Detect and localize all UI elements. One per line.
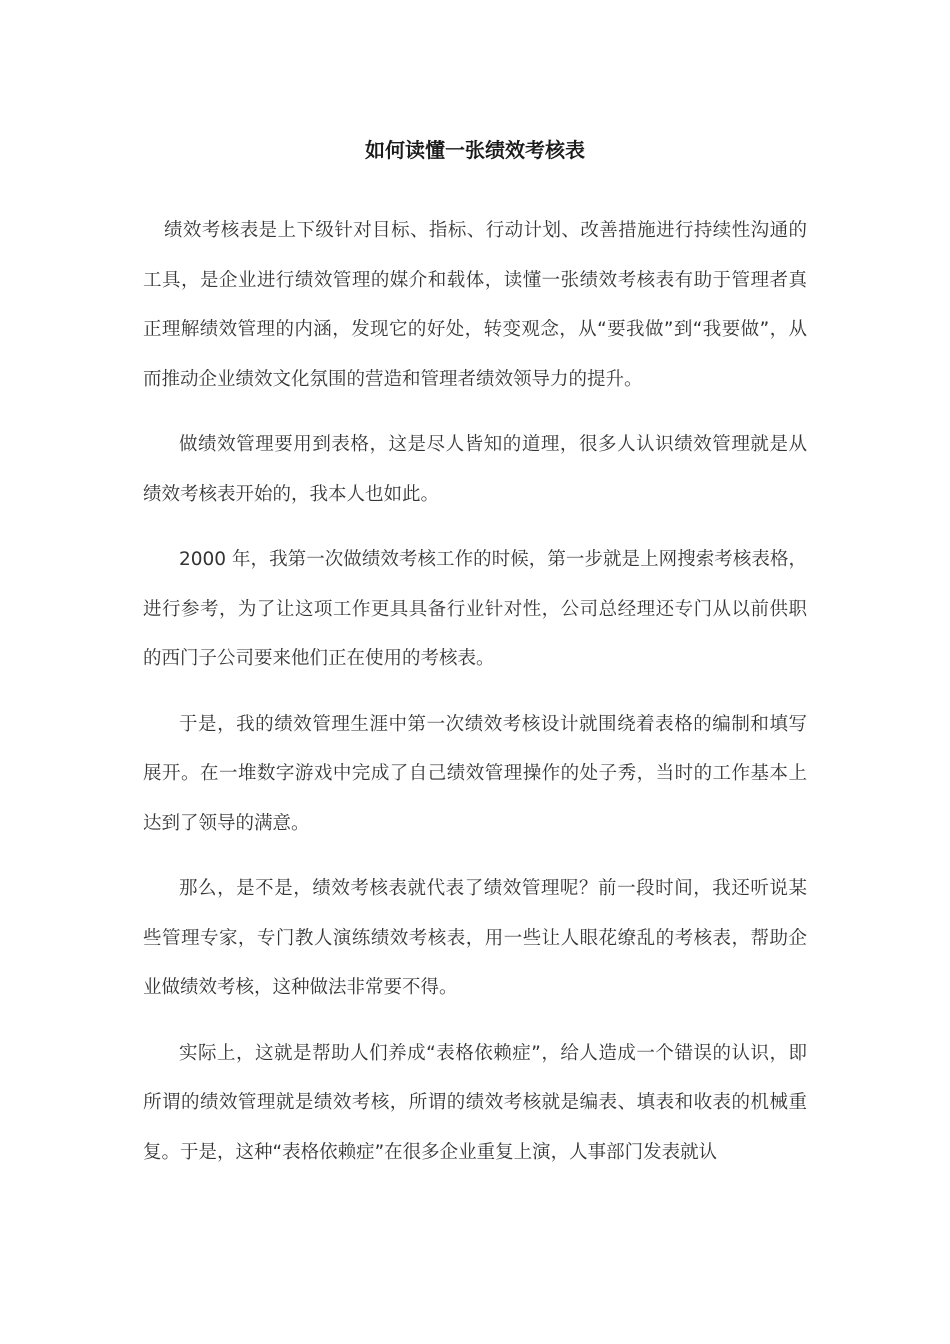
paragraph-2: 做绩效管理要用到表格，这是尽人皆知的道理，很多人认识绩效管理就是从绩效考核表开始的，我本人也如此。 bbox=[143, 434, 807, 505]
document-body bbox=[143, 206, 807, 1193]
paragraph-4: 于是，我的绩效管理生涯中第一次绩效考核设计就围绕着表格的编制和填写展开。在一堆数字游戏中完成了自己绩效管理操作的处子秀，当时的工作基本上达到了领导的满意。 bbox=[143, 713, 807, 834]
paragraph-6: 实际上，这就是帮助人们养成“表格依赖症”，给人造成一个错误的认识，即所谓的绩效管理就是绩效考核，所谓的绩效考核就是编表、填表和收表的机械重复。于是，这种“表格依赖症”在很多企业重复上演，人事部门发表就认 bbox=[143, 1042, 807, 1163]
paragraph-5: 那么，是不是，绩效考核表就代表了绩效管理呢？前一段时间，我还听说某些管理专家，专门教人演练绩效考核表，用一些让人眼花缭乱的考核表，帮助企业做绩效考核，这种做法非常要不得。 bbox=[143, 878, 807, 998]
paragraph-3: 2000 年，我第一次做绩效考核工作的时候，第一步就是上网搜索考核表格，进行参考，为了让这项工作更具具备行业针对性，公司总经理还专门从以前供职的西门子公司要来他们正在使用的考核表。 bbox=[143, 549, 807, 669]
paragraph-1: 绩效考核表是上下级针对目标、指标、行动计划、改善措施进行持续性沟通的工具，是企业进行绩效管理的媒介和载体，读懂一张绩效考核表有助于管理者真正理解绩效管理的内涵，发现它的好处，转变观念，从“要我做”到“我要做”，从而推动企业绩效文化氛围的营造和管理者绩效领导力的提升。 bbox=[143, 220, 807, 390]
document-title: 如何读懂一张绩效考核表 bbox=[365, 138, 585, 162]
